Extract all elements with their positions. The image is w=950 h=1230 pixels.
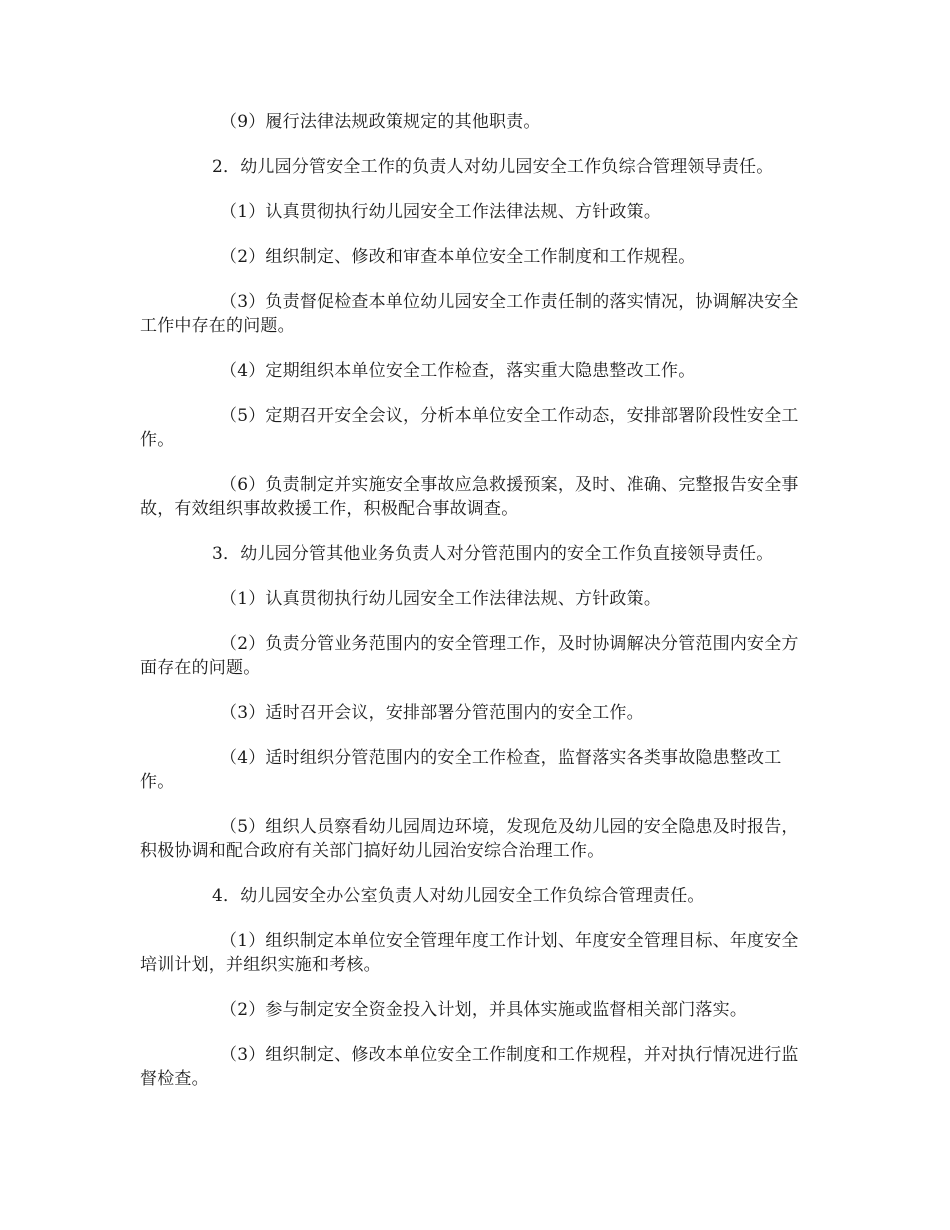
paragraph: （1）认真贯彻执行幼儿园安全工作法律法规、方针政策。 xyxy=(220,589,662,609)
paragraph: （2）参与制定安全资金投入计划，并具体实施或监督相关部门落实。 xyxy=(220,1000,748,1020)
paragraph: （2）组织制定、修改和审查本单位安全工作制度和工作规程。 xyxy=(220,247,696,267)
paragraph: （3）负责督促检查本单位幼儿园安全工作责任制的落实情况，协调解决安全工作中存在的问题。 xyxy=(140,292,799,336)
paragraph: （1）认真贯彻执行幼儿园安全工作法律法规、方针政策。 xyxy=(220,202,662,222)
paragraph: （1）组织制定本单位安全管理年度工作计划、年度安全管理目标、年度安全培训计划，并组织实施和考核。 xyxy=(140,931,799,975)
paragraph: （3）组织制定、修改本单位安全工作制度和工作规程，并对执行情况进行监督检查。 xyxy=(140,1045,799,1089)
paragraph: （4）适时组织分管范围内的安全工作检查，监督落实各类事故隐患整改工作。 xyxy=(140,748,782,792)
paragraph: （6）负责制定并实施安全事故应急救援预案，及时、准确、完整报告安全事故，有效组织事故救援工作，积极配合事故调查。 xyxy=(140,475,799,519)
paragraph: （5）组织人员察看幼儿园周边环境，发现危及幼儿园的安全隐患及时报告，积极协调和配合政府有关部门搞好幼儿园治安综合治理工作。 xyxy=(140,817,799,861)
paragraph: （9）履行法律法规政策规定的其他职责。 xyxy=(220,112,541,132)
document-body xyxy=(140,110,805,1112)
paragraph: 2．幼儿园分管安全工作的负责人对幼儿园安全工作负综合管理领导责任。 xyxy=(212,157,774,177)
paragraph: 4．幼儿园安全办公室负责人对幼儿园安全工作负综合管理责任。 xyxy=(212,886,705,906)
paragraph: 3．幼儿园分管其他业务负责人对分管范围内的安全工作负直接领导责任。 xyxy=(212,544,774,564)
paragraph: （5）定期召开安全会议，分析本单位安全工作动态，安排部署阶段性安全工作。 xyxy=(140,406,799,450)
paragraph: （2）负责分管业务范围内的安全管理工作，及时协调解决分管范围内安全方面存在的问题。 xyxy=(140,634,799,678)
paragraph: （4）定期组织本单位安全工作检查，落实重大隐患整改工作。 xyxy=(220,361,696,381)
paragraph: （3）适时召开会议，安排部署分管范围内的安全工作。 xyxy=(220,703,644,723)
